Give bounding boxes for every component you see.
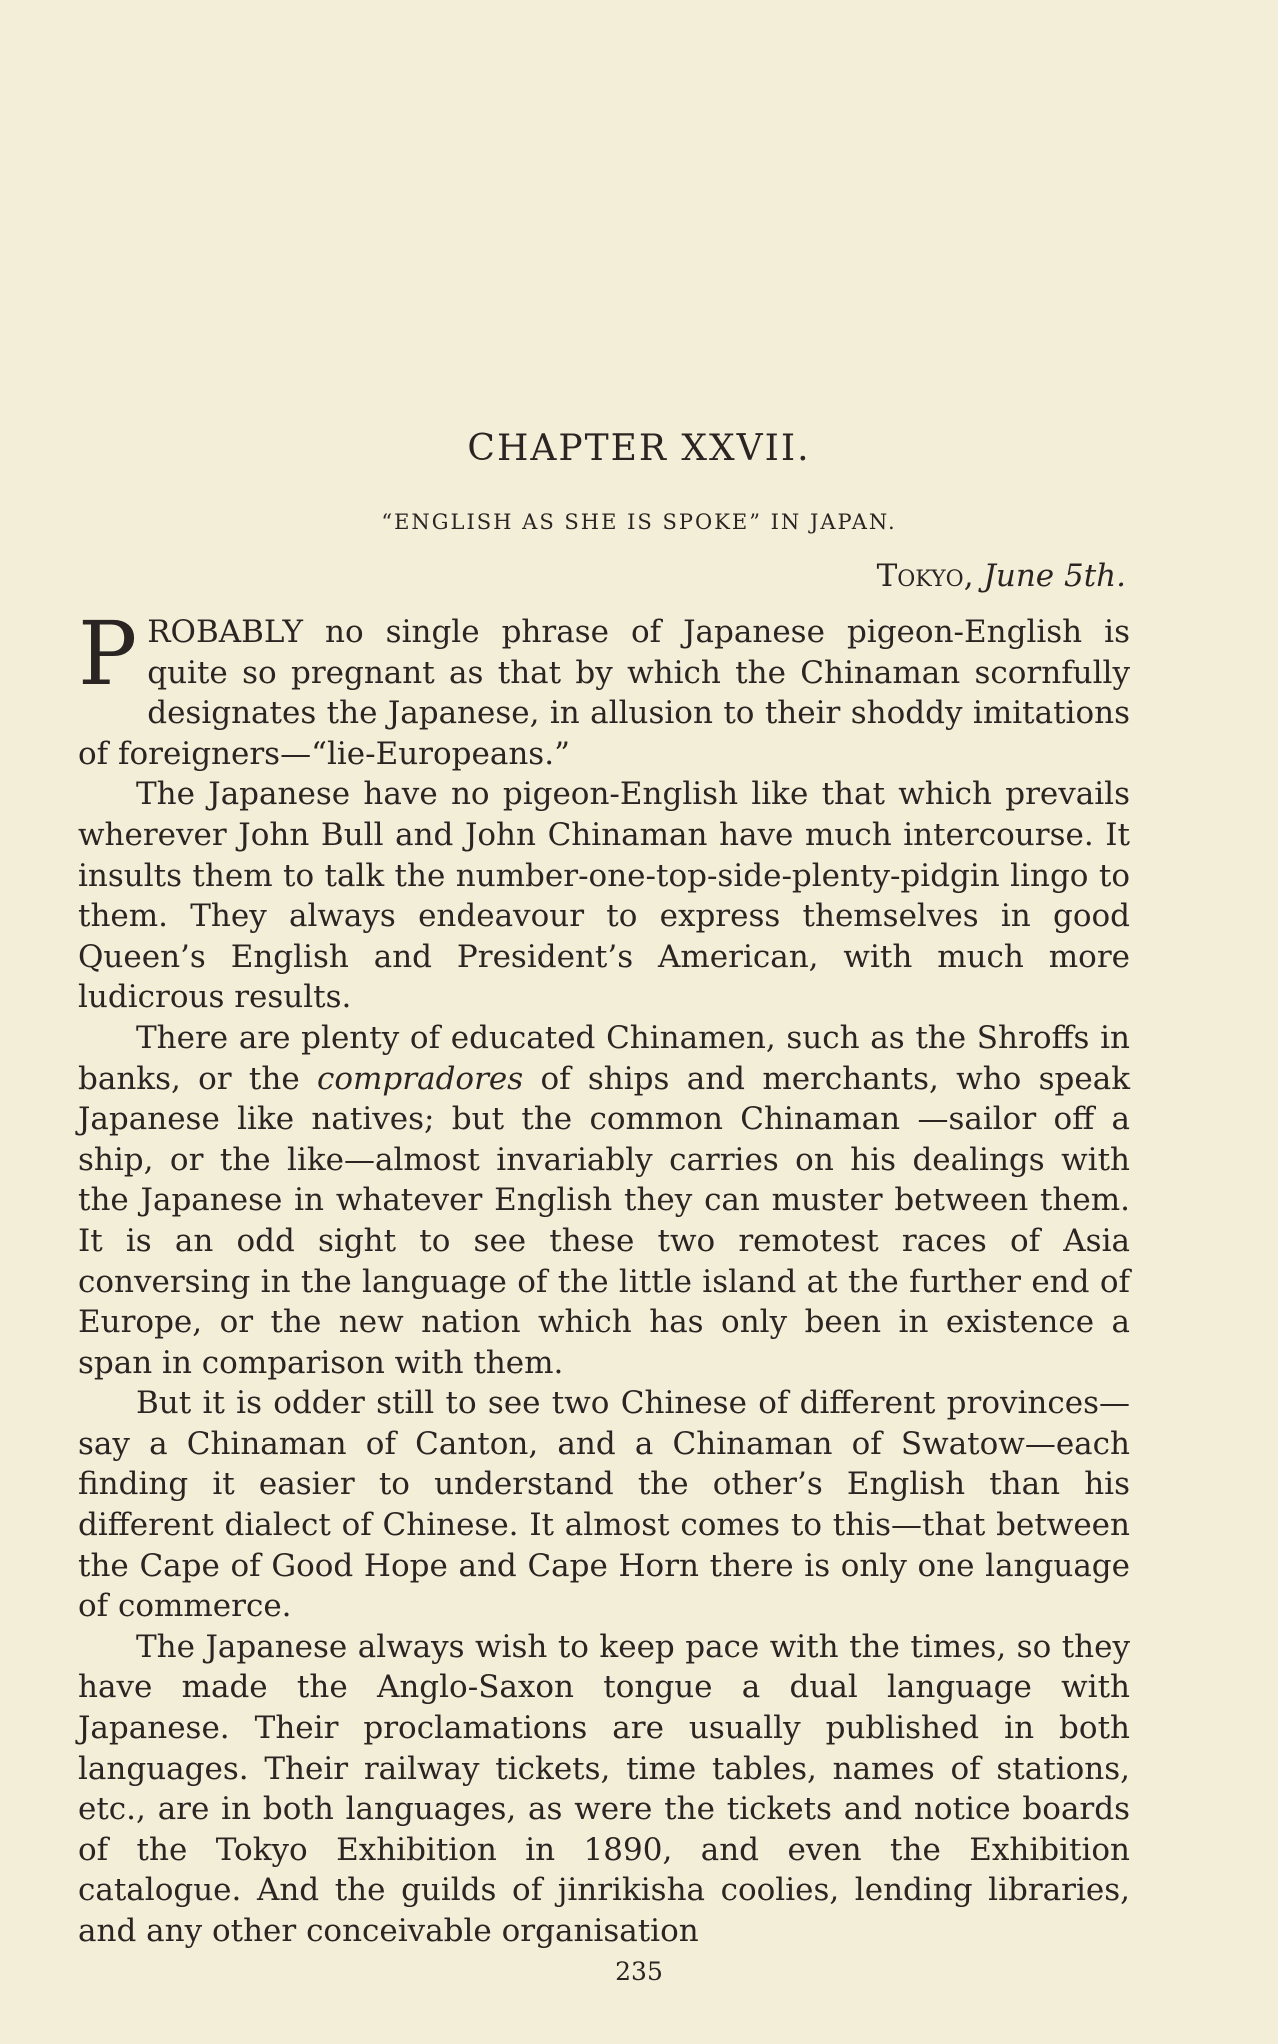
dateline xyxy=(877,558,1126,594)
paragraph-1 xyxy=(78,602,1130,774)
drop-cap: P xyxy=(78,602,138,705)
dateline-place: Tokyo, xyxy=(876,558,974,594)
body-text xyxy=(78,602,1131,1952)
dateline-date: June 5th. xyxy=(983,558,1126,594)
chapter-subtitle: “ENGLISH AS SHE IS SPOKE” IN JAPAN. xyxy=(381,510,897,534)
paragraph-3-italic: compradores xyxy=(317,1060,524,1097)
paragraph-3-before: There are plenty of educated Chinamen, such as the Shroffs in banks, or the xyxy=(78,1019,1130,1097)
paragraph-3-after: of ships and merchants, who speak Japanese like natives; but the common Chinaman —sailor off a ship, or the like—almost invariably carries on his dealings with the Japanese in whatever English they can muster between them. It is an odd sight to see these two remotest races of Asia conversing in the language of the little island at the further end of Europe, or the new nation which has only been in existence a span in comparison with them. xyxy=(78,1060,1131,1381)
paragraph-4: But it is odder still to see two Chinese of different provinces—say a Chinaman of Canton, and a Chinaman of Swatow—each finding it easier to understand the other’s English than his different dialect of Chinese. It almost comes to this—that between the Cape of Good Hope and Cape Horn there is only one language of commerce. xyxy=(78,1385,1130,1625)
page-number: 235 xyxy=(615,1957,663,1986)
paragraph-2: The Japanese have no pigeon-English like that which prevails wherever John Bull and John Chinaman have much intercourse. It insults them to talk the number-one-top-side-plenty-pidgin lingo to them. They always endeavour to express themselves in good Queen’s English and President’s American, with much more ludicrous results. xyxy=(78,776,1130,1016)
paragraph-5: The Japanese always wish to keep pace with the times, so they have made the Anglo-Saxon tongue a dual language with Japanese. Their proclamations are usually published in both languages. Their railway tickets, time tables, names of stations, etc., are in both languages, as were the tickets and notice boards of the Tokyo Exhibition in 1890, and even the Exhibition catalogue. And the guilds of jinrikisha coolies, lending libraries, and any other conceivable organisation xyxy=(78,1628,1130,1949)
paragraph-1-text: ROBABLY no single phrase of Japanese pigeon-English is quite so pregnant as that by which the Chinaman scornfully designates the Japanese, in allusion to their shoddy imitations of foreigners—“lie-Europeans.” xyxy=(78,614,1130,772)
paragraph-3 xyxy=(78,1018,1130,1383)
chapter-title: CHAPTER XXVII. xyxy=(467,428,811,469)
